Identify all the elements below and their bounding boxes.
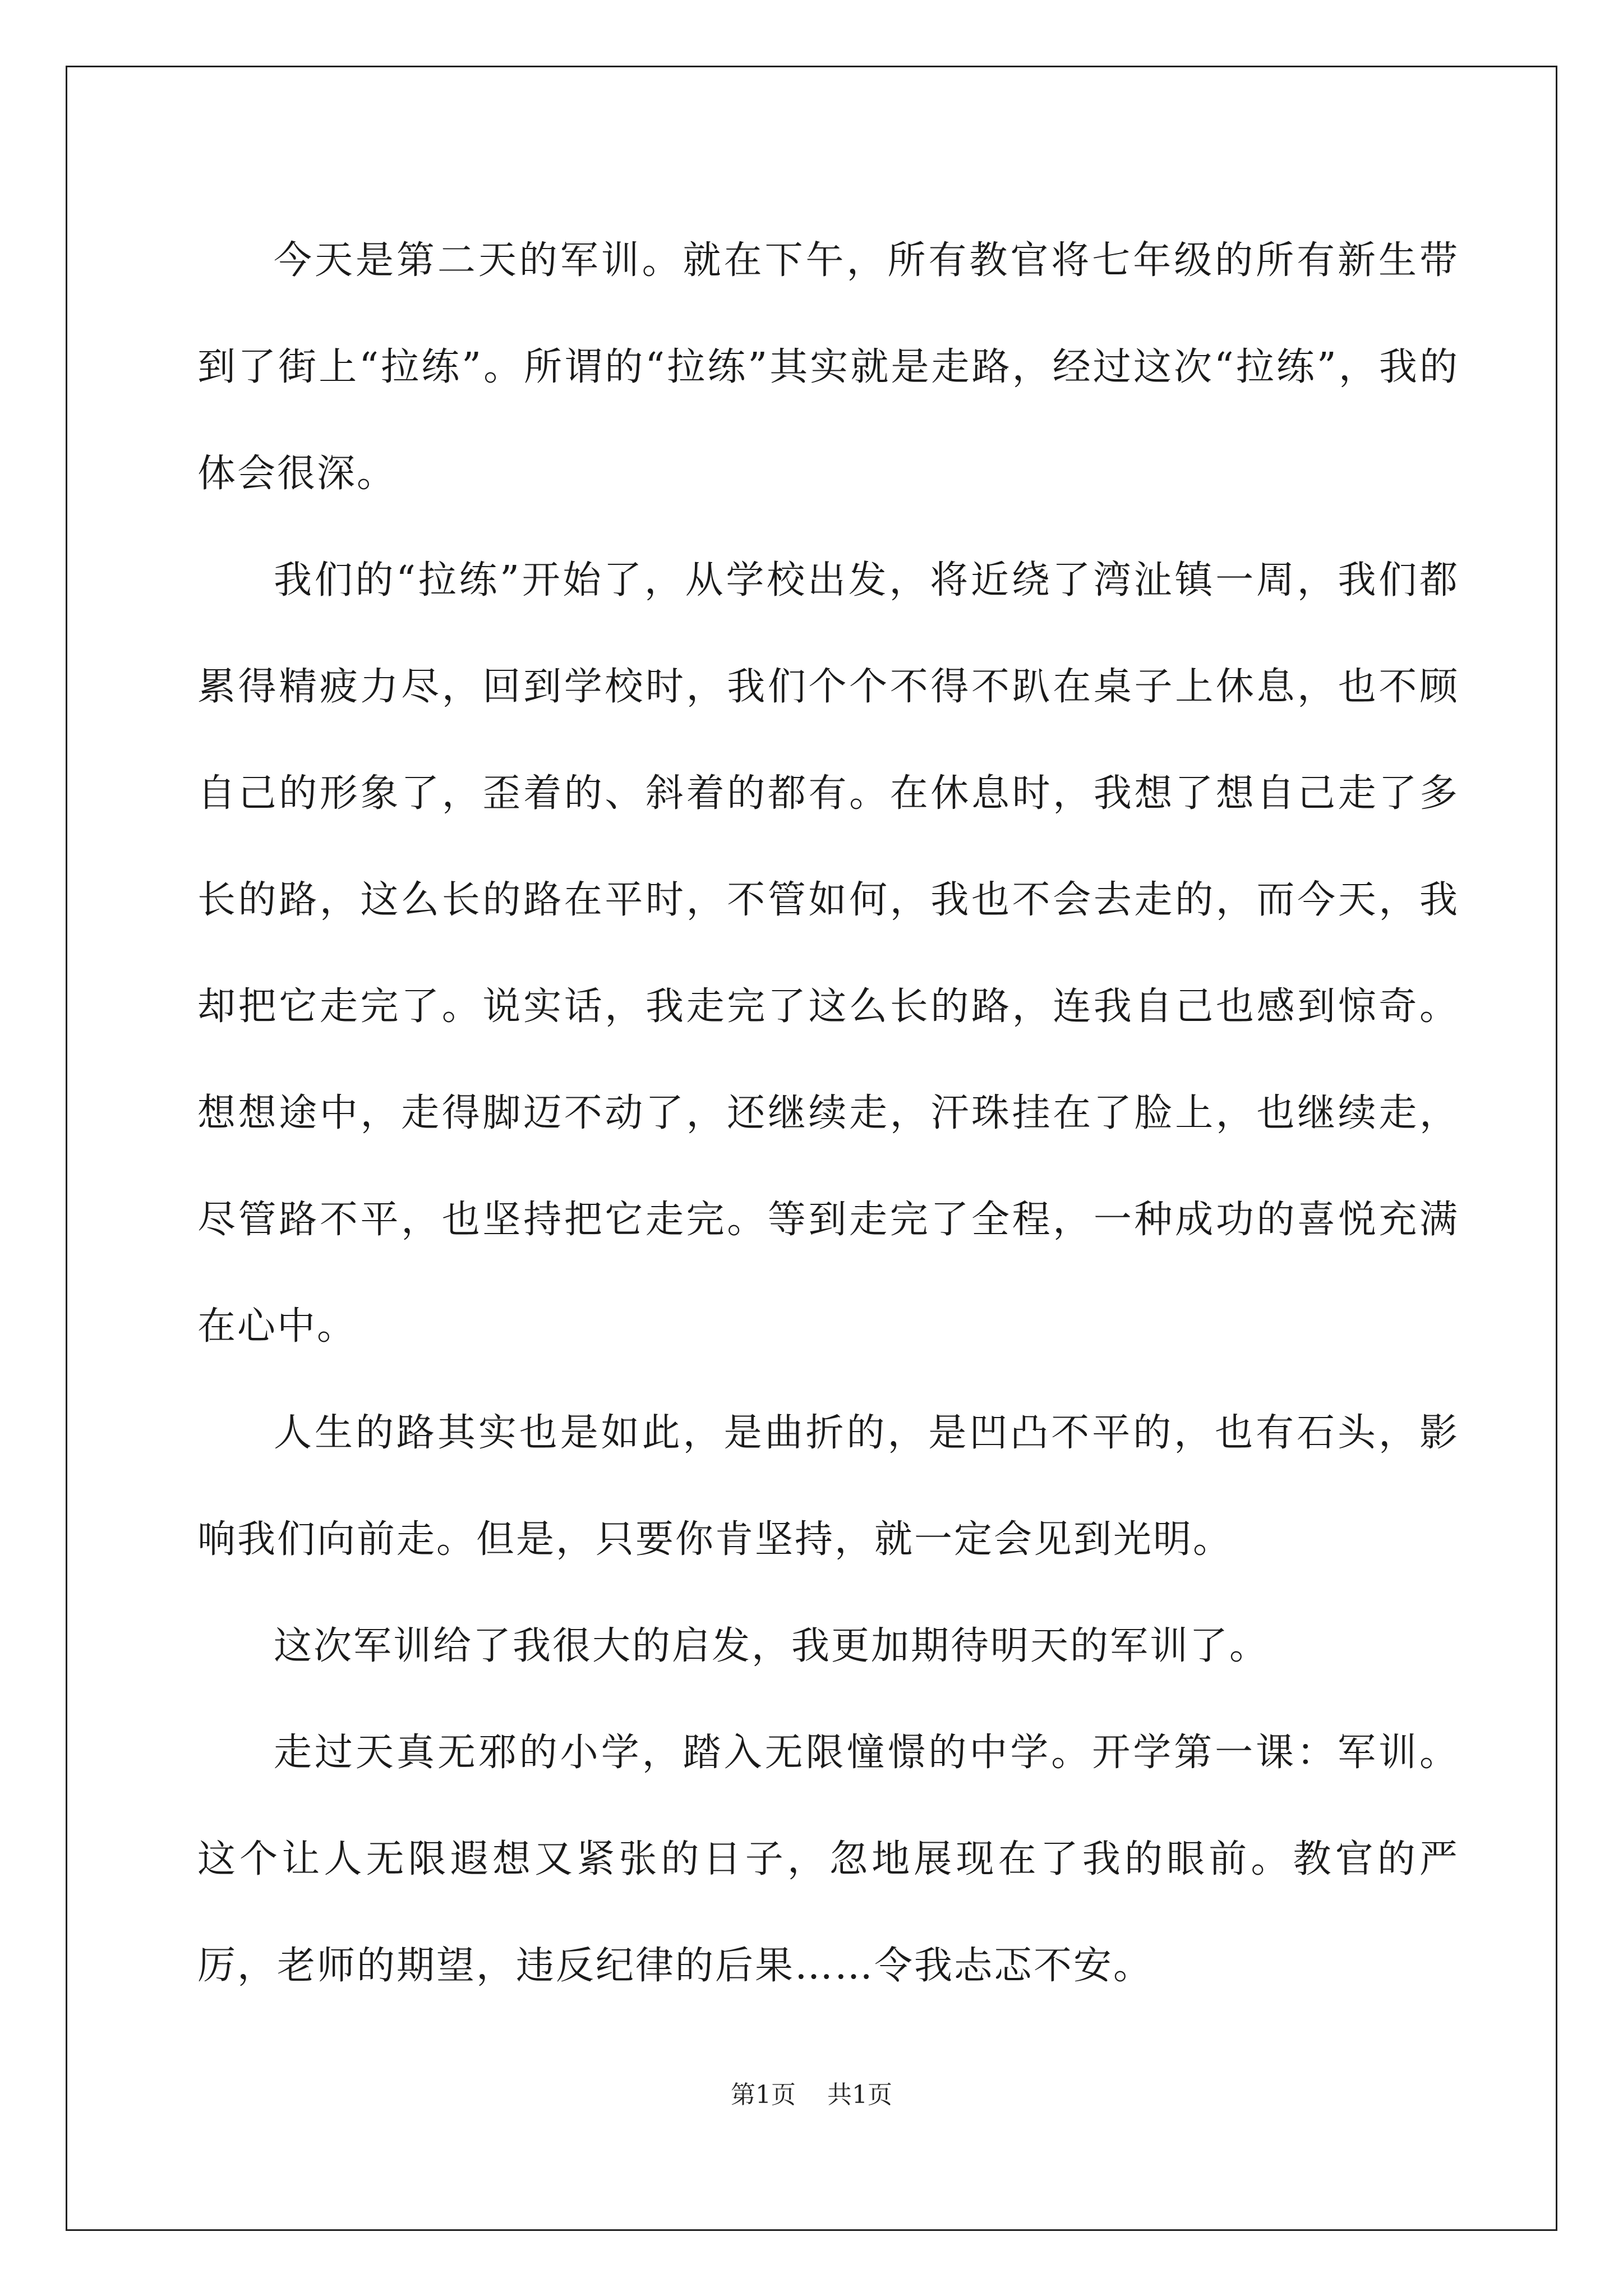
paragraph-5: 走过天真无邪的小学，踏入无限憧憬的中学。开学第一课：军训。这个让人无限遐想又紧张的日子，忽地展现在了我的眼前。教官的严厉，老师的期望，违反纪律的后果……令我忐忑不安。 bbox=[197, 1731, 1459, 1988]
paragraph-2: 我们的“拉练”开始了，从学校出发，将近绕了湾沚镇一周，我们都累得精疲力尽，回到学校时，我们个个不得不趴在桌子上休息，也不顾自己的形象了，歪着的、斜着的都有。在休息时，我想了想自己走了多长的路，这么长的路在平时，不管如何，我也不会去走的，而今天，我却把它走完了。说实话，我走完了这么长的路，连我自己也感到惊奇。想想途中，走得脚迈不动了，还继续走，汗珠挂在了脸上，也继续走，尽管路不平，也坚持把它走完。等到走完了全程，一种成功的喜悦充满在心中。 bbox=[197, 558, 1459, 1349]
paragraph-1: 今天是第二天的军训。就在下午，所有教官将七年级的所有新生带到了街上“拉练”。所谓的“拉练”其实就是走路，经过这次“拉练”，我的体会很深。 bbox=[197, 238, 1459, 496]
page-footer bbox=[0, 2078, 1623, 2112]
paragraph-3: 人生的路其实也是如此，是曲折的，是凹凸不平的，也有石头，影响我们向前走。但是，只要你肯坚持，就一定会见到光明。 bbox=[197, 1411, 1459, 1562]
paragraph-4: 这次军训给了我很大的启发，我更加期待明天的军训了。 bbox=[274, 1624, 1270, 1668]
document-body bbox=[197, 208, 1459, 2019]
total-pages: 共1页 bbox=[827, 2081, 892, 2109]
page-number: 第1页 bbox=[731, 2081, 796, 2109]
